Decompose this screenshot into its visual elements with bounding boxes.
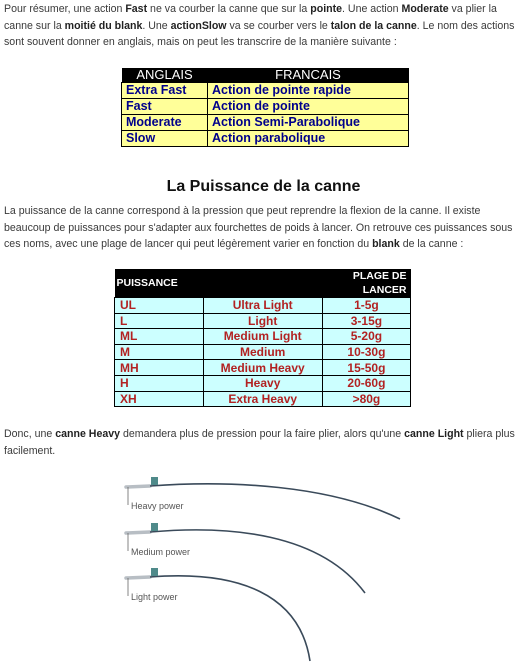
action-english: Moderate	[122, 115, 208, 131]
power-code: XH	[115, 391, 204, 407]
intro-paragraph: Pour résumer, une action Fast ne va courber la canne que sur la pointe. Une action Moderate va plier la canne sur la moitié du blank. Une actionSlow va se courber vers le talon de la canne. Le nom des actions sont souvent donner en anglais, mais on peut les transcrire de la manière suivante :	[4, 3, 515, 48]
action-english: Slow	[122, 131, 208, 147]
light-rod-icon	[126, 568, 310, 661]
power-table	[114, 269, 411, 407]
action-french: Action Semi-Parabolique	[208, 115, 409, 131]
action-table	[121, 68, 409, 147]
action-english: Extra Fast	[122, 83, 208, 99]
power-table-header	[115, 269, 411, 298]
action-french: Action parabolique	[208, 131, 409, 147]
table-row	[115, 298, 411, 314]
table-row	[115, 344, 411, 360]
power-name: Medium Light	[203, 329, 322, 345]
power-name: Medium Heavy	[203, 360, 322, 376]
power-code: H	[115, 375, 204, 391]
rod-power-illustration	[110, 475, 420, 665]
table-row	[122, 99, 409, 115]
medium-power-label: Medium power	[131, 547, 191, 557]
header-puissance: PUISSANCE	[115, 269, 323, 298]
action-french: Action de pointe rapide	[208, 83, 409, 99]
section-title: La Puissance de la canne	[166, 178, 361, 195]
power-range: 5-20g	[322, 329, 410, 345]
power-code: MH	[115, 360, 204, 376]
table-row	[115, 375, 411, 391]
header-plage: PLAGE DE LANCER	[322, 269, 410, 298]
action-table-header	[122, 68, 409, 83]
power-name: Light	[203, 313, 322, 329]
header-anglais: ANGLAIS	[122, 68, 208, 83]
power-name: Ultra Light	[203, 298, 322, 314]
power-range: >80g	[322, 391, 410, 407]
action-french: Action de pointe	[208, 99, 409, 115]
light-power-label: Light power	[131, 592, 178, 602]
power-code: UL	[115, 298, 204, 314]
power-intro-paragraph: La puissance de la canne correspond à la pression que peut reprendre la flexion de la canne. Il existe beaucoup de puissances pour s'adapter aux fourchettes de poids à lancer. On retrouve ces puissances sous ces noms, avec une plage de lancer qui peut légèrement varier en fonction du blank de la canne :	[4, 205, 513, 250]
table-row	[115, 313, 411, 329]
table-row	[115, 360, 411, 376]
power-range: 1-5g	[322, 298, 410, 314]
table-row	[115, 329, 411, 345]
conclusion-paragraph: Donc, une canne Heavy demandera plus de pression pour la faire plier, alors qu'une canne Light pliera plus facilement.	[4, 428, 515, 457]
table-row	[122, 131, 409, 147]
power-name: Medium	[203, 344, 322, 360]
power-range: 20-60g	[322, 375, 410, 391]
heavy-power-label: Heavy power	[131, 501, 184, 511]
power-name: Heavy	[203, 375, 322, 391]
power-range: 10-30g	[322, 344, 410, 360]
header-francais: FRANCAIS	[208, 68, 409, 83]
medium-rod-icon	[126, 523, 365, 593]
power-code: ML	[115, 329, 204, 345]
action-english: Fast	[122, 99, 208, 115]
table-row	[115, 391, 411, 407]
heavy-rod-icon	[126, 477, 400, 519]
power-code: M	[115, 344, 204, 360]
power-name: Extra Heavy	[203, 391, 322, 407]
power-range: 3-15g	[322, 313, 410, 329]
table-row	[122, 115, 409, 131]
table-row	[122, 83, 409, 99]
power-range: 15-50g	[322, 360, 410, 376]
power-code: L	[115, 313, 204, 329]
